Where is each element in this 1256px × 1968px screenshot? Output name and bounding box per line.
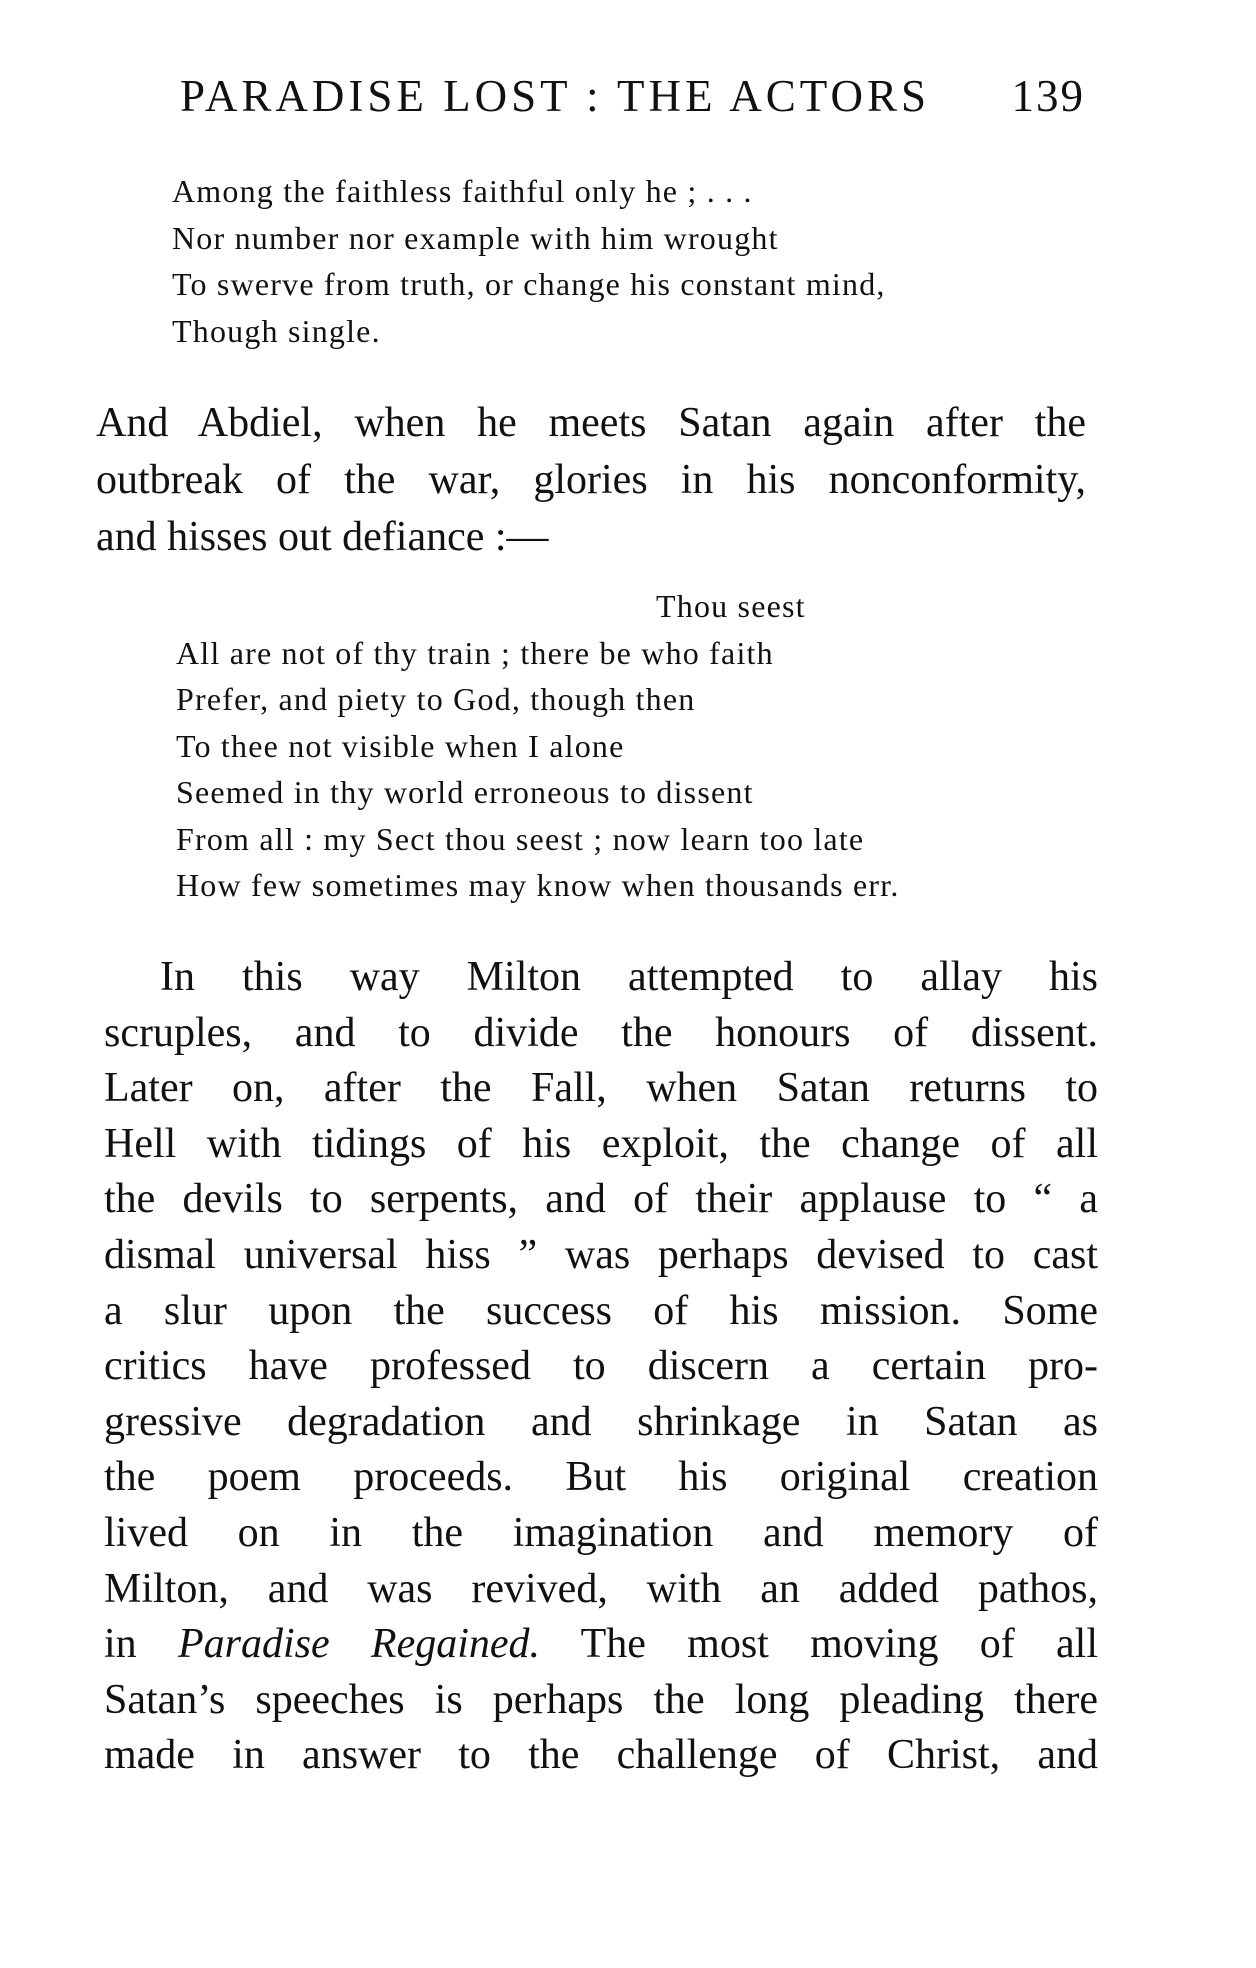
prose-line: outbreak of the war, glories in his nonconformity, bbox=[96, 457, 1086, 503]
verse-line: Seemed in thy world erroneous to dissent bbox=[176, 774, 754, 810]
prose-line: gressive degradation and shrinkage in Satan as bbox=[104, 1398, 1098, 1445]
prose-line-with-title bbox=[104, 1617, 1098, 1673]
running-head bbox=[180, 70, 1085, 122]
verse-line: Though single. bbox=[172, 312, 381, 349]
prose-line: the devils to serpents, and of their applause to “ a bbox=[104, 1176, 1098, 1223]
verse-line: To thee not visible when I alone bbox=[176, 727, 625, 764]
prose-line: In this way Milton attempted to allay his bbox=[160, 954, 1098, 1000]
prose-line: Hell with tidings of his exploit, the change of all bbox=[104, 1120, 1098, 1167]
prose-text: The most moving of all bbox=[580, 1621, 1098, 1668]
prose-line: Later on, after the Fall, when Satan returns to bbox=[104, 1065, 1098, 1112]
running-title: PARADISE LOST : THE ACTORS bbox=[180, 71, 930, 121]
prose-line: Satan’s speeches is perhaps the long pleading there bbox=[104, 1676, 1098, 1723]
book-title-italic: Paradise Regained. bbox=[177, 1621, 541, 1668]
verse-line: To swerve from truth, or change his constant mind, bbox=[172, 266, 886, 302]
verse-line: How few sometimes may know when thousands err. bbox=[176, 867, 900, 903]
verse-line: All are not of thy train ; there be who faith bbox=[176, 634, 774, 671]
verse-quotation-1 bbox=[172, 168, 886, 354]
prose-line: Milton, and was revived, with an added pathos, bbox=[104, 1565, 1098, 1612]
verse-line: Nor number nor example with him wrought bbox=[172, 219, 779, 256]
prose-line: critics have professed to discern a certain pro- bbox=[104, 1343, 1098, 1390]
paragraph-abdiel bbox=[96, 395, 1086, 566]
prose-line: the poem proceeds. But his original creation bbox=[104, 1454, 1098, 1501]
prose-line: and hisses out defiance :— bbox=[96, 514, 549, 560]
prose-text: in bbox=[104, 1621, 137, 1668]
verse-line: Prefer, and piety to God, though then bbox=[176, 681, 696, 717]
verse-line: Thou seest bbox=[656, 588, 806, 624]
page-number: 139 bbox=[1011, 71, 1085, 121]
prose-line: dismal universal hiss ” was perhaps devised to cast bbox=[104, 1231, 1098, 1278]
verse-line: Among the faithless faithful only he ; . . . bbox=[172, 173, 753, 209]
verse-line: From all : my Sect thou seest ; now learn too late bbox=[176, 820, 865, 857]
verse-quotation-2 bbox=[176, 583, 900, 909]
prose-line: And Abdiel, when he meets Satan again after the bbox=[96, 400, 1086, 446]
prose-line: a slur upon the success of his mission. Some bbox=[104, 1287, 1098, 1334]
prose-line: lived on in the imagination and memory of bbox=[104, 1509, 1098, 1556]
paragraph-milton bbox=[104, 950, 1098, 1784]
prose-line: made in answer to the challenge of Christ, and bbox=[104, 1732, 1098, 1779]
prose-line: scruples, and to divide the honours of dissent. bbox=[104, 1009, 1098, 1056]
